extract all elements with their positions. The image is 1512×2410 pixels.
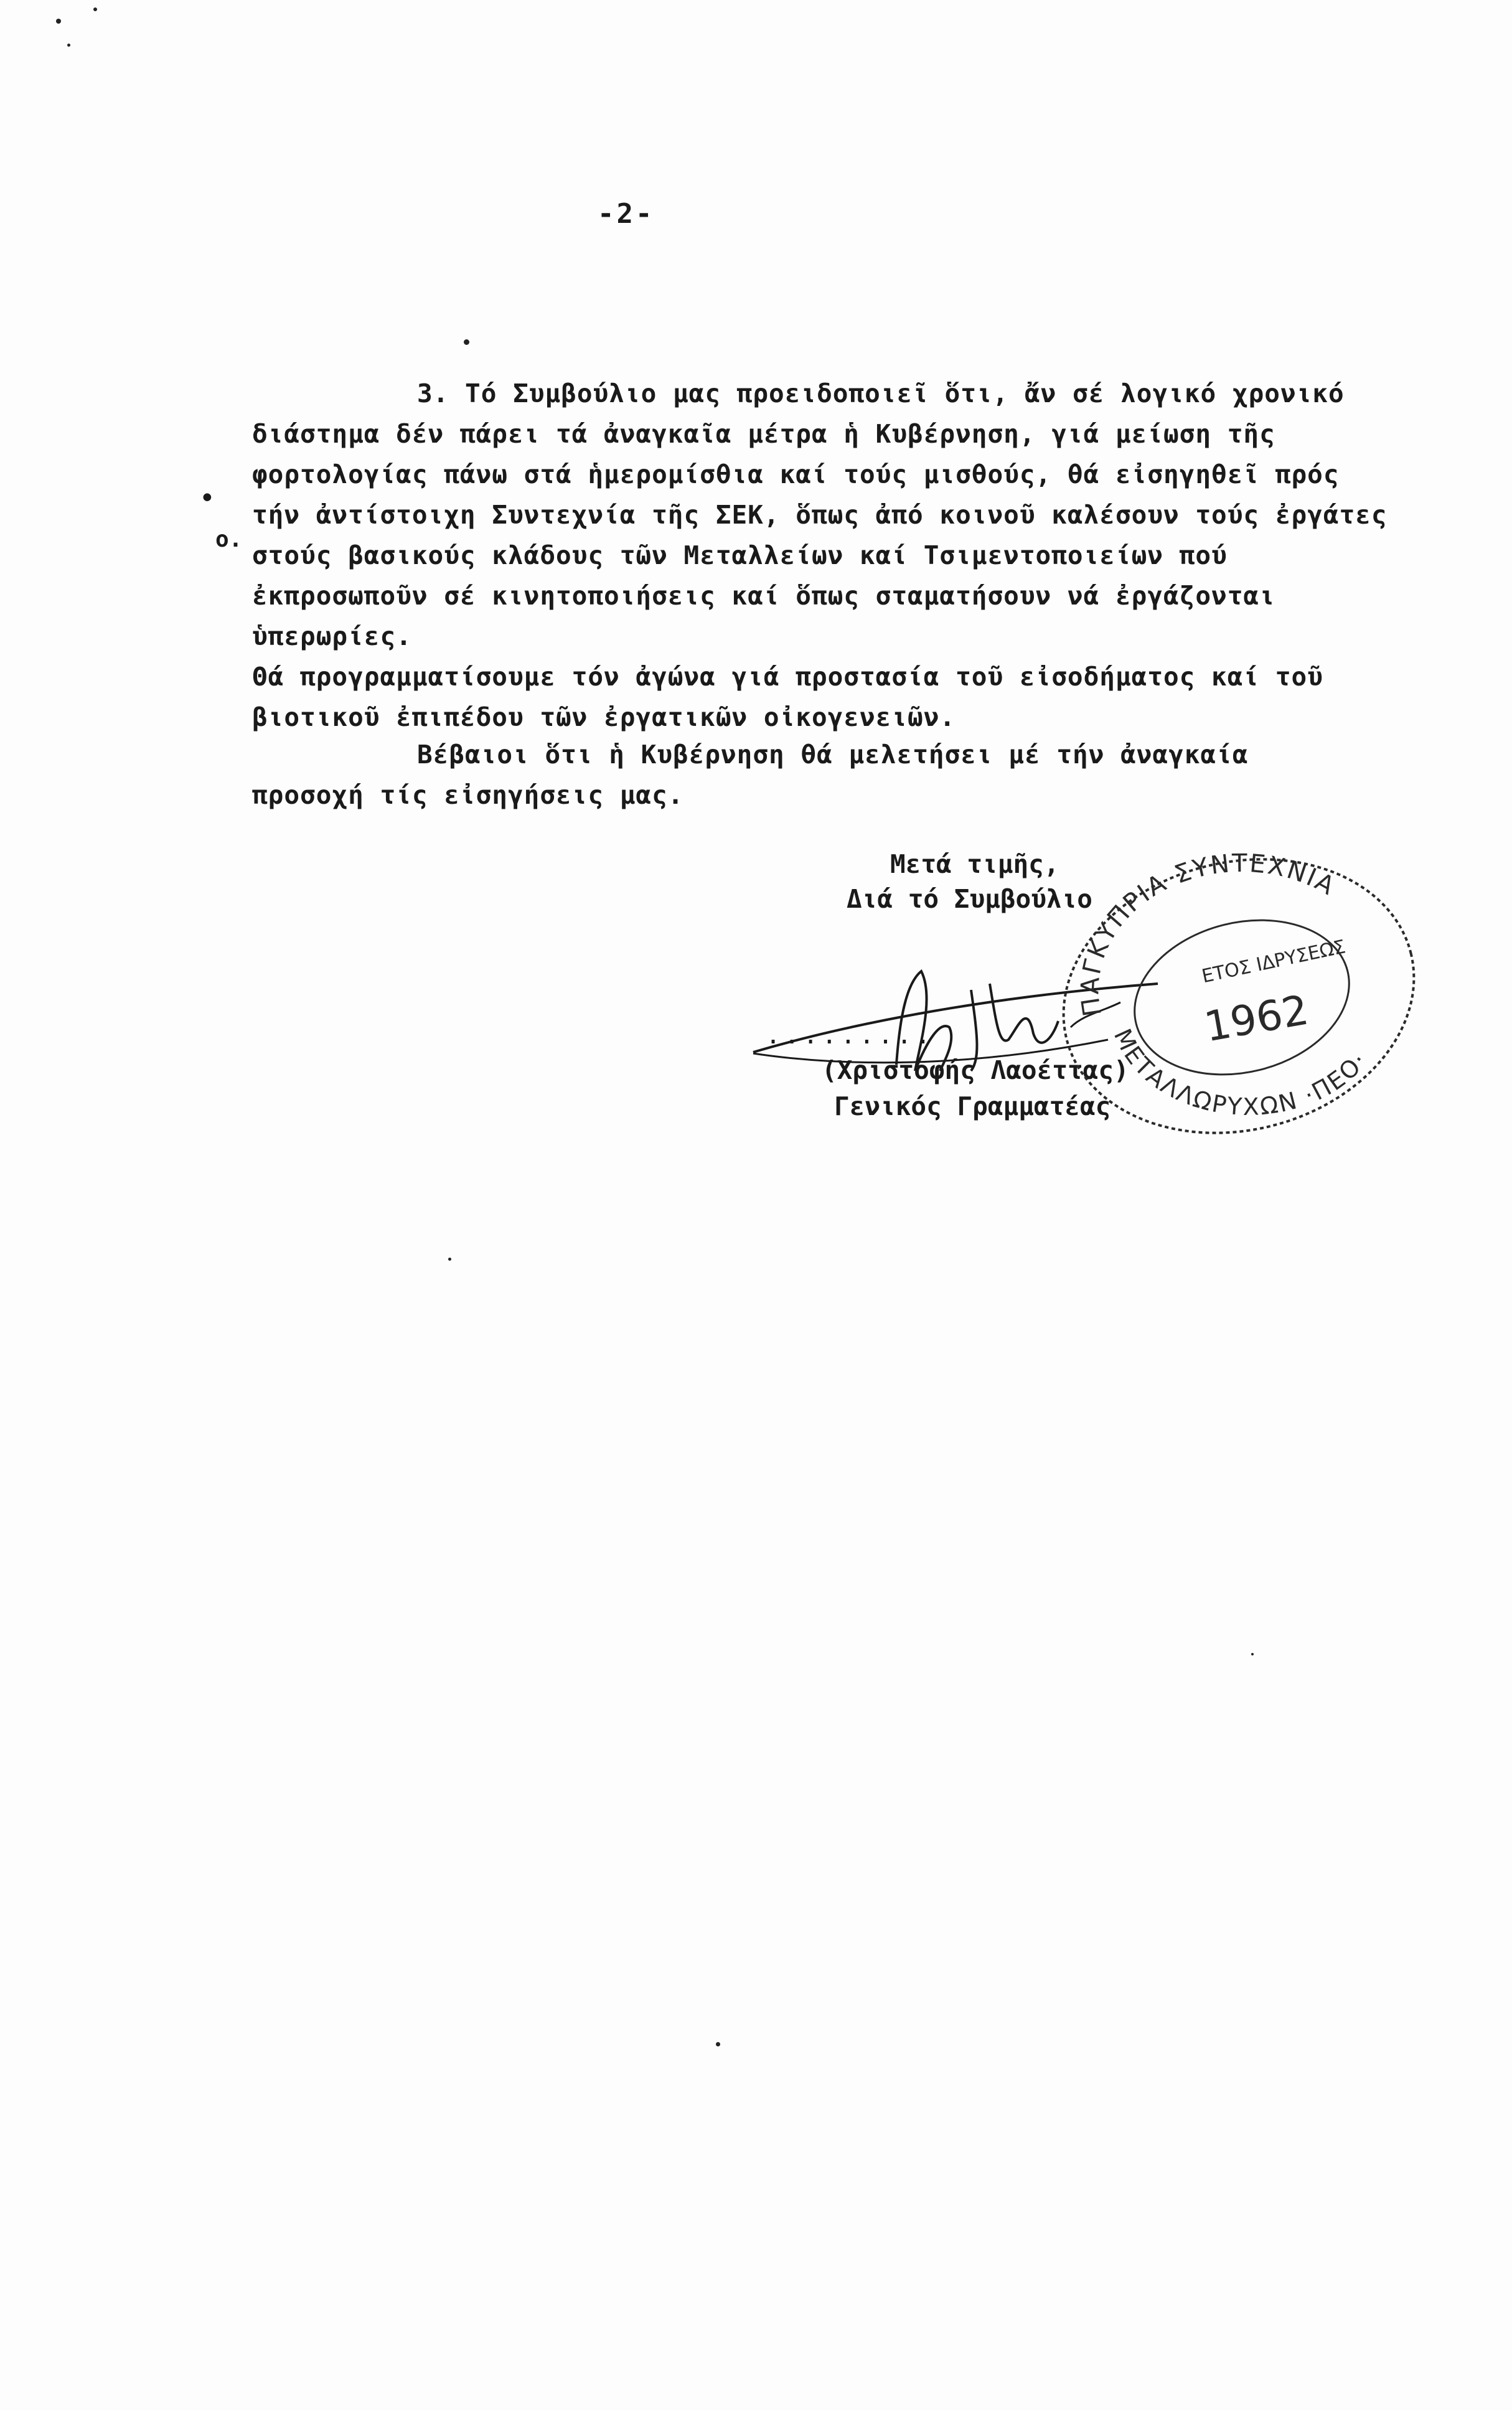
paragraph-line: φορτολογίας πάνω στά ἡμερομίσθια καί τούς μισθούς, θά εἰσηγηθεῖ πρός [252, 459, 1340, 489]
scan-speck [93, 7, 97, 11]
scan-speck [448, 1258, 451, 1261]
stamp-outer-top-text: ΠΑΓΚΥΠΡΙΑ ΣΥΝΤΕΧΝΙΑ [1076, 849, 1341, 1019]
paragraph-line: στούς βασικούς κλάδους τῶν Μεταλλείων καί Τσιμεντοποιείων πού [252, 540, 1228, 570]
stamp-year: 1962 [1201, 986, 1312, 1052]
paragraph-line: Βέβαιοι ὅτι ἡ Κυβέρνηση θά μελετήσει μέ τήν ἀναγκαία [417, 740, 1249, 770]
valediction-line: Μετά τιμῆς, [890, 849, 1059, 879]
paragraph-line: τήν ἀντίστοιχη Συντεχνία τῆς ΣΕΚ, ὅπως ἀπό κοινοῦ καλέσουν τούς ἐργάτες [252, 500, 1388, 530]
union-stamp [1046, 828, 1419, 1152]
scan-speck [1251, 1653, 1254, 1655]
paragraph-3 [252, 374, 1435, 738]
scan-speck [67, 44, 70, 47]
paragraph-line: βιοτικοῦ ἐπιπέδου τῶν ἐργατικῶν οἰκογενειῶν. [252, 702, 956, 732]
page-number: -2- [598, 198, 655, 230]
paragraph-line: διάστημα δέν πάρει τά ἀναγκαῖα μέτρα ἡ Κυβέρνηση, γιά μείωση τῆς [252, 419, 1275, 449]
stamp-inner-label: ΕΤΟΣ ΙΔΡΥΣΕΩΣ [1200, 936, 1348, 988]
valediction-line: Διά τό Συμβούλιο [847, 884, 1092, 914]
scan-speck [56, 19, 61, 24]
paragraph-line: ἐκπροσωποῦν σέ κινητοποιήσεις καί ὅπως σταματήσουν νά ἐργάζονται [252, 581, 1275, 611]
paragraph-line: 3. Τό Συμβούλιο μας προειδοποιεῖ ὅτι, ἄν σέ λογικό χρονικό [417, 379, 1345, 408]
scan-speck [464, 339, 469, 345]
signer-title: Γενικός Γραμματέας [834, 1091, 1111, 1121]
stamp-outer-bottom-text: ΜΕΤΑΛΛΩΡΥΧΩΝ ·ΠΕΟ· [1108, 1024, 1374, 1121]
paragraph-line: Θά προγραμματίσουμε τόν ἀγώνα γιά προστασία τοῦ εἰσοδήματος καί τοῦ [252, 662, 1323, 692]
paragraph-line: προσοχή τίς εἰσηγήσεις μας. [252, 780, 684, 810]
signature-dots: ......... [766, 1021, 934, 1050]
paragraph-line: ὑπερωρίες. [252, 621, 412, 651]
margin-mark-o: ο. [215, 527, 243, 552]
signer-name: (Χριστοφής Λαοέττας) [822, 1055, 1129, 1085]
scan-speck [716, 2042, 720, 2046]
closing-paragraph [252, 735, 1435, 816]
margin-bullet: • [200, 486, 214, 511]
